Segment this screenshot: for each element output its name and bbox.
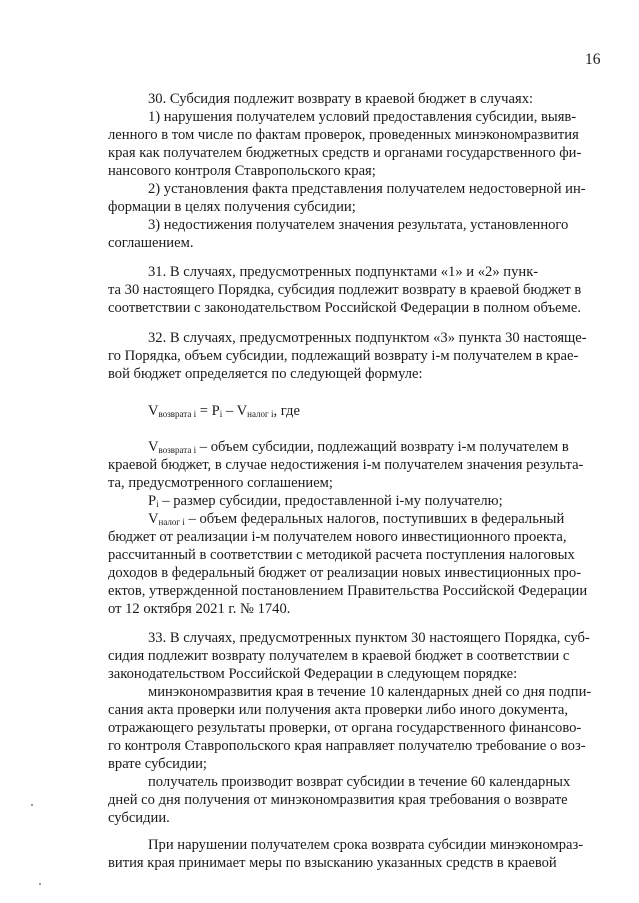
text-line: сания акта проверки или получения акта проверки либо иного документа,	[108, 702, 568, 718]
formula-equals: =	[196, 403, 212, 419]
scan-speck	[39, 883, 41, 885]
text-line: сидия подлежит возврату получателем в краевой бюджет в соответствии с	[108, 648, 570, 664]
formula-v: V	[148, 511, 159, 527]
formula-subscript: налог i	[158, 517, 185, 527]
text-line: врате субсидии;	[108, 756, 207, 772]
text-line: бюджет от реализации i-м получателем нового инвестиционного проекта,	[108, 529, 567, 545]
text-line: вития края принимает меры по взысканию указанных средств в краевой	[108, 855, 557, 871]
text-line: рассчитанный в соответствии с методикой расчета поступления налоговых	[108, 547, 575, 563]
text-line: го контроля Ставропольского края направляет получателю требование о воз-	[108, 738, 586, 754]
text-line	[148, 108, 598, 126]
text-line: ектов, утвержденной постановлением Правительства Российской Федерации	[108, 583, 588, 599]
text-line: минэкономразвития края в течение 10 календарных дней со дня подпи-	[148, 684, 592, 700]
formula-tail: , где	[273, 403, 300, 419]
text-segment: 1) нарушения получателем условий предоставления субсидии, выяв-	[148, 109, 577, 125]
text-line: от 12 октября 2021 г. № 1740.	[108, 601, 291, 617]
paragraph-33-heading: 33. В случаях, предусмотренных пунктом 30 настоящего Порядка, суб-	[148, 630, 590, 646]
formula-v: V	[148, 403, 159, 419]
formula-subscript: i	[219, 409, 223, 419]
text-line: отражающего результаты проверки, от органа государственного финансово-	[108, 720, 582, 736]
formula-subscript: возврата i	[158, 445, 197, 455]
text-line: формации в целях получения субсидии;	[108, 199, 356, 215]
text-line: законодательством Российской Федерации в следующем порядке:	[108, 666, 518, 682]
formula-v: V	[148, 439, 159, 455]
formula-subscript: возврата i	[158, 409, 197, 419]
definition-text: – объем федеральных налогов, поступивших в федеральный	[188, 511, 565, 527]
formula-subscript: налог i	[247, 409, 274, 419]
text-line: получатель производит возврат субсидии в течение 60 календарных	[148, 774, 571, 790]
text-line: вой бюджет определяется по следующей формуле:	[108, 366, 423, 382]
text-line: соответствии с законодательством Российской Федерации в полном объеме.	[108, 300, 582, 316]
text-line: соглашением.	[108, 235, 194, 251]
formula-v: V	[236, 403, 248, 419]
text-line: ленного в том числе по фактам проверок, проведенных минэкономразвития	[108, 127, 579, 143]
scan-speck	[31, 804, 33, 806]
text-line: та 30 настоящего Порядка, субсидия подлежит возврату в краевой бюджет в	[108, 282, 582, 298]
text-line: края как получателем бюджетных средств и органами государственного фи-	[108, 145, 582, 161]
text-line: краевой бюджет, в случае недостижения i-м получателем значения результа-	[108, 457, 584, 473]
definition-text: – объем субсидии, подлежащий возврату i-м получателем в	[199, 439, 569, 455]
text-line: та, предусмотренного соглашением;	[108, 475, 333, 491]
text-line: нансового контроля Ставропольского края;	[108, 163, 376, 179]
formula-subscript: i	[156, 499, 159, 509]
text-line: дней со дня получения от минэкономразвития края требования о возврате	[108, 792, 568, 808]
formula-p: P	[148, 493, 157, 509]
text-line: доходов в федеральный бюджет от реализации новых инвестиционных про-	[108, 565, 582, 581]
text-line: При нарушении получателем срока возврата субсидии минэкономраз-	[148, 837, 584, 853]
page-number: 16	[585, 51, 601, 68]
formula-p: P	[211, 403, 220, 419]
formula	[148, 402, 300, 423]
text-line: субсидии.	[108, 810, 170, 826]
text-line: 3) недостижения получателем значения результата, установленного	[148, 217, 569, 233]
paragraph-31-heading: 31. В случаях, предусмотренных подпунктами «1» и «2» пунк-	[148, 264, 539, 280]
text-line: го Порядка, объем субсидии, подлежащий возврату i-м получателем в крае-	[108, 348, 579, 364]
definition-text: – размер субсидии, предоставленной i-му получателю;	[162, 493, 503, 509]
formula-minus: –	[222, 403, 237, 419]
paragraph-30-heading: 30. Субсидия подлежит возврату в краевой бюджет в случаях:	[148, 91, 534, 107]
paragraph-32-heading: 32. В случаях, предусмотренных подпунктом «3» пункта 30 настояще-	[148, 330, 587, 346]
text-line: 2) установления факта представления получателем недостоверной ин-	[148, 181, 586, 197]
